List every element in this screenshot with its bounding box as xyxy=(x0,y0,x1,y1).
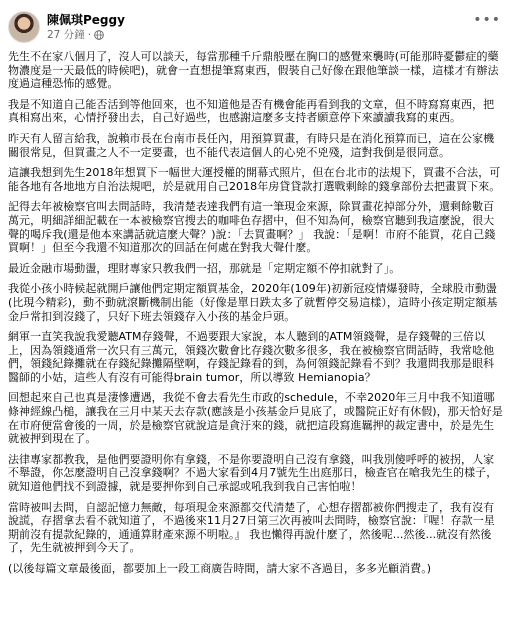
author-block xyxy=(47,13,125,42)
post-paragraph: 先生不在家八個月了，沒人可以談天，每當那種千斤鼎般壓在胸口的感覺來襲時(可能那時憂鬱症的藥物濃度是一天最低的時候吧)，就會一直想提筆寫東西，假裝自己好像在跟他筆談一樣，這樣才有辦法度過這種恐怖的感覺。 xyxy=(8,50,499,91)
post-meta xyxy=(47,28,125,42)
post-header xyxy=(8,8,503,46)
post-paragraph: 當時被叫去問，自認記憶力無敵，每項現金來源都交代清楚了，心想存摺都被你們搜走了，我有沒有說謊，存摺拿去看不就知道了，不過後來11月27日第三次再被叫去問時，檢察官說：『喔！存款一星期前沒有提款紀錄的，通通算財產來源不明啦。』 我也懶得再說什麼了，然後呢...然後...就沒有然後了，先生就被押到今天了。 xyxy=(8,500,495,555)
post-paragraph: 網軍一直笑我說我愛聽ATM存錢聲，不過要跟大家說，本人聽到的ATM領錢聲，是存錢聲的三倍以上，因為領錢通常一次只有三萬元，領錢次數會比存錢次數多很多，我在被檢察官問話時，我常唸他們，領錢紀錄攤就在存錢紀錄攤隔壁啊，存錢記錄看的到，為何領錢記錄看不到？我還問我那是眼科醫師的小姑，這些人有沒有可能得brain tumor，所以導致 Hemianopia？ xyxy=(8,330,495,384)
meta-separator: · xyxy=(87,28,92,41)
avatar[interactable] xyxy=(8,11,40,43)
globe-icon xyxy=(94,30,104,40)
author-name[interactable]: 陳佩琪Peggy xyxy=(47,12,125,27)
post-paragraph: 回想起來自己也真是淒慘遭遇，我從不會去看先生市政的schedule，不幸2020年三月中我不知道哪條神經線凸槌，讓我在三月中某天去存款(應該是小孩基金戶見底了，或醫院正好有休假)，那天恰好是在市府便當會後的一周，於是檢察官就說這是貪汙來的錢，就把這段寫進羈押的裁定書中，於是先生就被押到現在了。 xyxy=(8,391,503,446)
post-paragraph: 最近金融市場動盪，理財專家只教我們一招，那就是「定期定額不停扣就對了」。 xyxy=(8,261,401,275)
post-paragraph: 這讓我想到先生2018年想買下一幅世大運授權的開幕式照片，但在台北市的法規下，買畫不合法，可能各地有各地地方自治法規吧，於是就用自己2018年房貸貸款打選戰剩餘的錢拿部份去把畫買下來。 xyxy=(8,166,501,193)
post-paragraph: 法律專家都教我，是他們要證明你有拿錢，不是你要證明自己沒有拿錢，叫我別傻呼呼的被拐，人家不舉證，你怎麼證明自己沒拿錢啊？不過大家看到4月7號先生出庭那日，檢查官在嗆我先生的樣子，就知道他們找不到證據，就是要押你到自己承認或吼我到我自己害怕啦！ xyxy=(8,452,498,494)
post-paragraph: 我從小孩小時候起就開戶讓他們定期定額買基金，2020年(109年)初新冠疫情爆發時，全球股市動盪(比現今精彩)，動不動就滾斷機制出能（好像是單日跌太多了就暫停交易這樣），這時小孩定期定額基金戶常扣到沒錢了，只好下班去領錢存入小孩的基金戶頭。 xyxy=(8,282,498,323)
post-body xyxy=(8,50,503,576)
post-paragraph: (以後每篇文章最後面，都要加上一段工商廣告時間，請大家不吝過目，多多光顧消費。) xyxy=(8,562,432,575)
post-paragraph: 記得去年被檢察官叫去問話時，我清楚表達我們有這一筆現金來源，除買畫花掉部分外，還剩餘數百萬元，明細詳細記載在一本被檢察官搜去的咖啡色存摺中，但不知為何，檢察官聽到我這麼說，很大聲的喝斥我(還是他本來講話就這麼大聲？)說：「去買畫啊？」 我說：「是啊！市府不能買，花自己錢買啊！」但至今我還不知道那次的回話在何處在對我大聲什麼。 xyxy=(8,200,496,255)
post-paragraph: 昨天有人留言給我，說賴市長在台南市長任內，用預算買畫，有時只是在消化預算而已，這在公家機關很常見，但買畫之人不一定要畫，也不能代表這個人的心兇不兇殘，這對我倒是很同意。 xyxy=(8,131,495,159)
post-time[interactable]: 27 分鐘 xyxy=(47,28,85,41)
post-paragraph: 我是不知道自己能否活到等他回來，也不知道他是否有機會能再看到我的文章，但不時寫寫東西，把真相寫出來，心情抒發出去，自己好過些，也感謝這麼多支持者願意停下來讀讀我寫的東西。 xyxy=(8,97,495,125)
more-options-icon[interactable]: ••• xyxy=(473,12,501,28)
